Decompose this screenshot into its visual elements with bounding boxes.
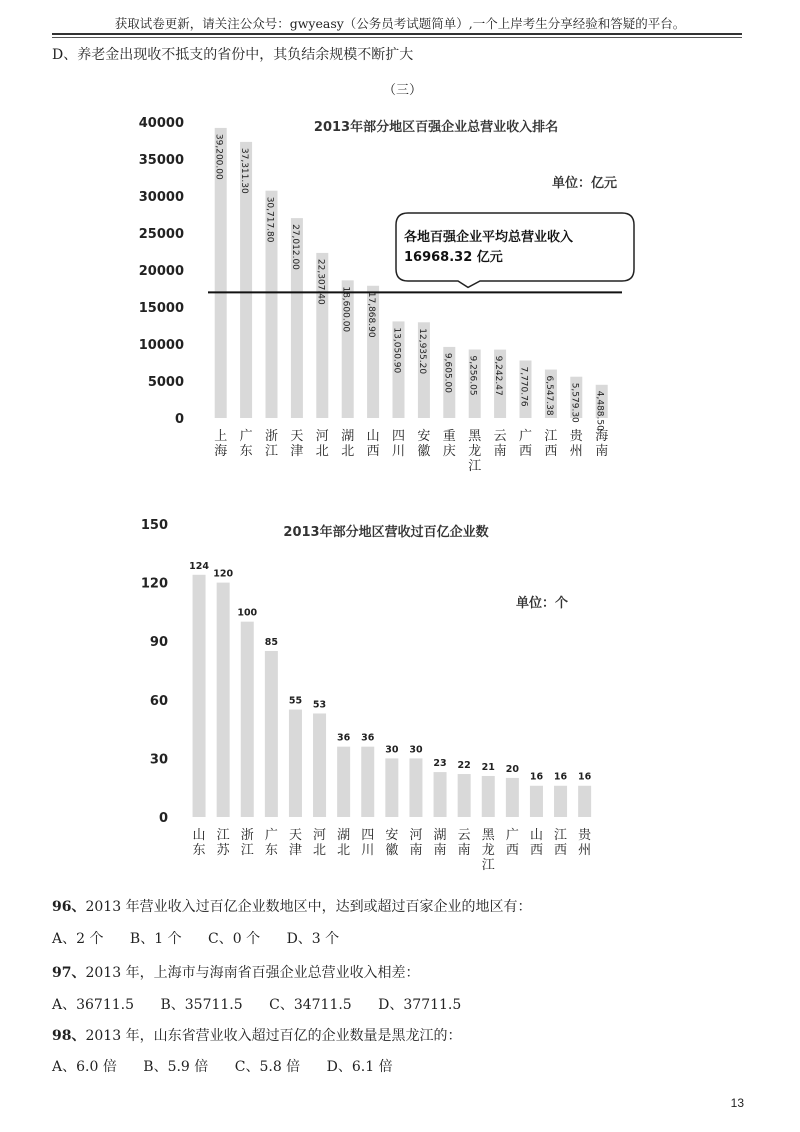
prev-question-option-d: D、养老金出现收不抵支的省份中，其负结余规模不断扩大 (52, 47, 414, 63)
chart1-category-label: 北 (315, 444, 329, 459)
chart2-value-label: 16 (553, 771, 568, 783)
option-98-d: D、6.1 倍 (326, 1059, 393, 1075)
chart1-callout-line1: 各地百强企业平均总营业收入 (404, 230, 574, 245)
chart2-category-label: 西 (505, 843, 519, 858)
chart2-category-label: 西 (554, 843, 568, 858)
chart2-category-label: 北 (337, 843, 351, 858)
chart1-category-label: 海 (595, 429, 609, 444)
question-98-number: 98、 (52, 1028, 86, 1044)
chart1-category-label: 安 (417, 429, 431, 444)
page-number: 13 (730, 1096, 744, 1110)
chart2-category-label: 南 (457, 843, 471, 858)
chart2-category-label: 云 (457, 828, 471, 843)
chart1-category-label: 川 (391, 444, 406, 459)
chart2-bar (361, 747, 374, 817)
chart2-bar (337, 747, 350, 817)
chart2-category-label: 黑 (481, 828, 495, 843)
chart2-bar (217, 583, 230, 817)
question-98-stem: 2013 年，山东省营业收入超过百亿的企业数量是黑龙江的： (85, 1028, 462, 1044)
chart2-value-label: 30 (409, 744, 423, 756)
chart1-category-label: 广 (518, 429, 533, 444)
chart2-category-label: 津 (288, 843, 302, 858)
chart2-category-label: 北 (313, 843, 327, 858)
chart2-category-label: 江 (481, 858, 495, 873)
chart2-value-label: 16 (578, 771, 592, 783)
chart2-category-label: 四 (361, 828, 375, 843)
question-96-stem: 2013 年营业收入过百亿企业数地区中，达到或超过百家企业的地区有： (85, 899, 532, 915)
chart1-bar-label: 39,200.00 (213, 133, 224, 180)
page-header: 获取试卷更新，请关注公众号：gwyeasy（公务员考试题简单）,一个上岸考生分享经验和答疑的平台。 (114, 16, 686, 31)
chart2-category-label: 东 (192, 843, 206, 858)
chart2-category-label: 西 (529, 843, 543, 858)
chart1-category-label: 山 (366, 429, 380, 444)
chart2-value-label: 22 (457, 760, 471, 772)
chart-revenue-ranking (130, 105, 650, 485)
chart1-bar-label: 22,307.40 (315, 258, 326, 305)
chart1-category-label: 江 (544, 429, 558, 444)
chart2-category-label: 贵 (578, 828, 592, 843)
chart1-y-tick: 10000 (138, 338, 184, 353)
chart1-y-tick: 15000 (138, 301, 184, 316)
chart1-category-label: 重 (442, 429, 456, 444)
chart2-value-label: 85 (264, 636, 278, 648)
chart2-category-label: 州 (578, 843, 592, 858)
chart1-category-label: 黑 (468, 429, 482, 444)
chart2-value-label: 16 (529, 771, 544, 783)
chart1-bar-label: 6,547.38 (543, 375, 554, 416)
option-97-a: A、36711.5 (52, 997, 135, 1013)
chart2-value-label: 21 (481, 761, 495, 773)
chart2-bar (385, 758, 398, 817)
chart1-bar-label: 37,311.30 (239, 147, 250, 194)
chart1-y-tick: 30000 (138, 190, 184, 205)
chart2-category-label: 南 (433, 843, 447, 858)
chart1-y-tick: 0 (174, 412, 184, 427)
chart1-category-label: 西 (366, 444, 380, 459)
chart1-y-tick: 20000 (138, 264, 184, 279)
chart1-y-tick: 5000 (147, 375, 184, 390)
chart2-category-label: 川 (361, 843, 375, 858)
chart2-bar (530, 786, 543, 817)
chart2-value-label: 55 (288, 695, 303, 707)
chart2-category-label: 安 (385, 828, 399, 843)
question-97-stem: 2013 年，上海市与海南省百强企业总营业收入相差： (85, 965, 420, 981)
chart2-category-label: 广 (505, 828, 519, 843)
chart1-category-label: 河 (315, 429, 329, 444)
chart1-category-label: 海 (214, 444, 228, 459)
chart2-value-label: 23 (433, 758, 447, 770)
chart2-y-tick: 120 (140, 576, 168, 592)
chart2-title: 2013年部分地区营收过百亿企业数 (283, 525, 489, 540)
chart2-bar (289, 710, 302, 817)
chart1-category-label: 徽 (417, 444, 431, 459)
chart2-category-label: 山 (529, 828, 543, 843)
option-97-b: B、35711.5 (160, 997, 243, 1013)
chart2-bar (409, 758, 422, 817)
chart2-value-label: 120 (213, 568, 234, 580)
chart1-bar-label: 7,770.76 (518, 366, 529, 407)
chart1-category-label: 龙 (468, 444, 482, 459)
chart2-bar (482, 776, 495, 817)
question-97-number: 97、 (52, 965, 86, 981)
chart2-category-label: 浙 (240, 828, 254, 843)
chart2-y-tick: 90 (149, 635, 168, 651)
chart1-category-label: 湖 (341, 429, 355, 444)
header-rule-thin (52, 37, 742, 38)
chart2-bar (458, 774, 471, 817)
chart1-category-label: 江 (468, 459, 482, 474)
chart2-category-label: 龙 (481, 843, 495, 858)
chart1-category-label: 云 (493, 429, 507, 444)
question-96-number: 96、 (52, 899, 86, 915)
chart2-category-label: 苏 (216, 843, 230, 858)
chart1-category-label: 东 (239, 444, 253, 459)
chart2-y-tick: 150 (140, 518, 168, 533)
header-rule-thick (52, 33, 742, 35)
chart1-title: 2013年部分地区百强企业总营业收入排名 (313, 120, 559, 135)
chart1-category-label: 州 (569, 444, 583, 459)
chart2-category-label: 河 (409, 828, 423, 843)
chart1-bar-label: 9,242.47 (493, 355, 504, 396)
chart1-unit: 单位：亿元 (552, 176, 618, 191)
chart2-value-label: 20 (505, 763, 519, 775)
chart1-bar-label: 12,935.20 (416, 328, 427, 375)
chart2-category-label: 广 (264, 828, 278, 843)
chart1-category-label: 江 (264, 444, 279, 459)
chart1-callout-line2: 16968.32 亿元 (404, 250, 503, 265)
chart1-bar-label: 4,488.50 (594, 390, 605, 431)
chart2-bar (241, 622, 254, 817)
chart1-bar-label: 27,012.00 (289, 224, 300, 270)
option-97-c: C、34711.5 (269, 997, 352, 1013)
chart1-category-label: 上 (214, 429, 228, 444)
option-97-d: D、37711.5 (378, 997, 462, 1013)
chart1-bar-label: 13,050.90 (391, 327, 402, 374)
question-96-options (52, 928, 361, 948)
option-98-b: B、5.9 倍 (143, 1059, 209, 1075)
chart2-unit: 单位：个 (516, 596, 569, 611)
chart2-bar (313, 713, 326, 817)
chart2-y-tick: 60 (149, 693, 168, 709)
option-98-c: C、5.8 倍 (234, 1059, 301, 1075)
chart1-category-label: 西 (544, 444, 558, 459)
chart2-value-label: 36 (361, 732, 375, 744)
chart1-category-label: 庆 (442, 444, 456, 459)
chart1-category-label: 西 (518, 444, 533, 459)
chart2-value-label: 36 (337, 732, 351, 744)
chart-enterprise-count (130, 510, 650, 875)
chart1-category-label: 南 (595, 444, 609, 459)
chart2-category-label: 江 (216, 828, 230, 843)
chart2-bar (578, 786, 591, 817)
chart2-value-label: 100 (237, 607, 258, 619)
chart2-category-label: 河 (313, 828, 327, 843)
chart2-category-label: 山 (192, 828, 206, 843)
chart2-category-label: 江 (240, 843, 254, 858)
chart2-category-label: 东 (264, 843, 278, 858)
chart1-bar-label: 18,600.00 (340, 286, 351, 333)
chart2-bar (554, 786, 567, 817)
chart1-category-label: 四 (391, 429, 406, 444)
chart1-bar-label: 9,256.05 (467, 355, 478, 396)
chart2-y-tick: 0 (158, 811, 168, 826)
chart2-category-label: 天 (288, 828, 302, 843)
chart2-category-label: 湖 (337, 828, 351, 843)
section-label: （三） (383, 83, 423, 98)
chart1-category-label: 天 (290, 429, 304, 444)
option-96-c: C、0 个 (208, 931, 261, 947)
chart1-category-label: 广 (239, 429, 253, 444)
chart2-category-label: 南 (409, 843, 423, 858)
chart2-bar (506, 778, 519, 817)
chart1-bar-label: 5,579.30 (569, 382, 580, 423)
question-98-options (52, 1056, 415, 1076)
chart1-bar-label: 17,868.90 (366, 291, 377, 338)
chart1-category-label: 津 (290, 444, 304, 459)
chart2-y-tick: 30 (149, 752, 168, 768)
chart1-bar-label: 30,717.80 (264, 196, 275, 243)
chart2-value-label: 30 (385, 744, 399, 756)
question-97-options (52, 994, 483, 1014)
question-98 (52, 1025, 462, 1045)
question-97 (52, 962, 420, 982)
option-96-a: A、2 个 (52, 931, 104, 947)
chart2-bar (434, 772, 447, 817)
chart1-y-tick: 25000 (138, 227, 184, 242)
chart1-category-label: 浙 (264, 429, 279, 444)
option-98-a: A、6.0 倍 (52, 1059, 117, 1075)
chart2-value-label: 124 (189, 560, 209, 572)
chart2-value-label: 53 (312, 699, 327, 711)
chart1-y-tick: 40000 (138, 116, 184, 131)
chart1-category-label: 贵 (569, 429, 583, 444)
chart2-bar (265, 651, 278, 817)
option-96-d: D、3 个 (286, 931, 340, 947)
chart2-category-label: 徽 (385, 843, 399, 858)
chart2-category-label: 江 (554, 828, 568, 843)
chart1-category-label: 南 (493, 444, 507, 459)
chart1-bar-label: 9,605.00 (442, 352, 453, 394)
chart1-y-tick: 35000 (138, 153, 184, 168)
chart2-category-label: 湖 (433, 828, 447, 843)
question-96 (52, 896, 532, 916)
chart1-category-label: 北 (341, 444, 355, 459)
chart2-bar (193, 575, 206, 817)
option-96-b: B、1 个 (129, 931, 182, 947)
